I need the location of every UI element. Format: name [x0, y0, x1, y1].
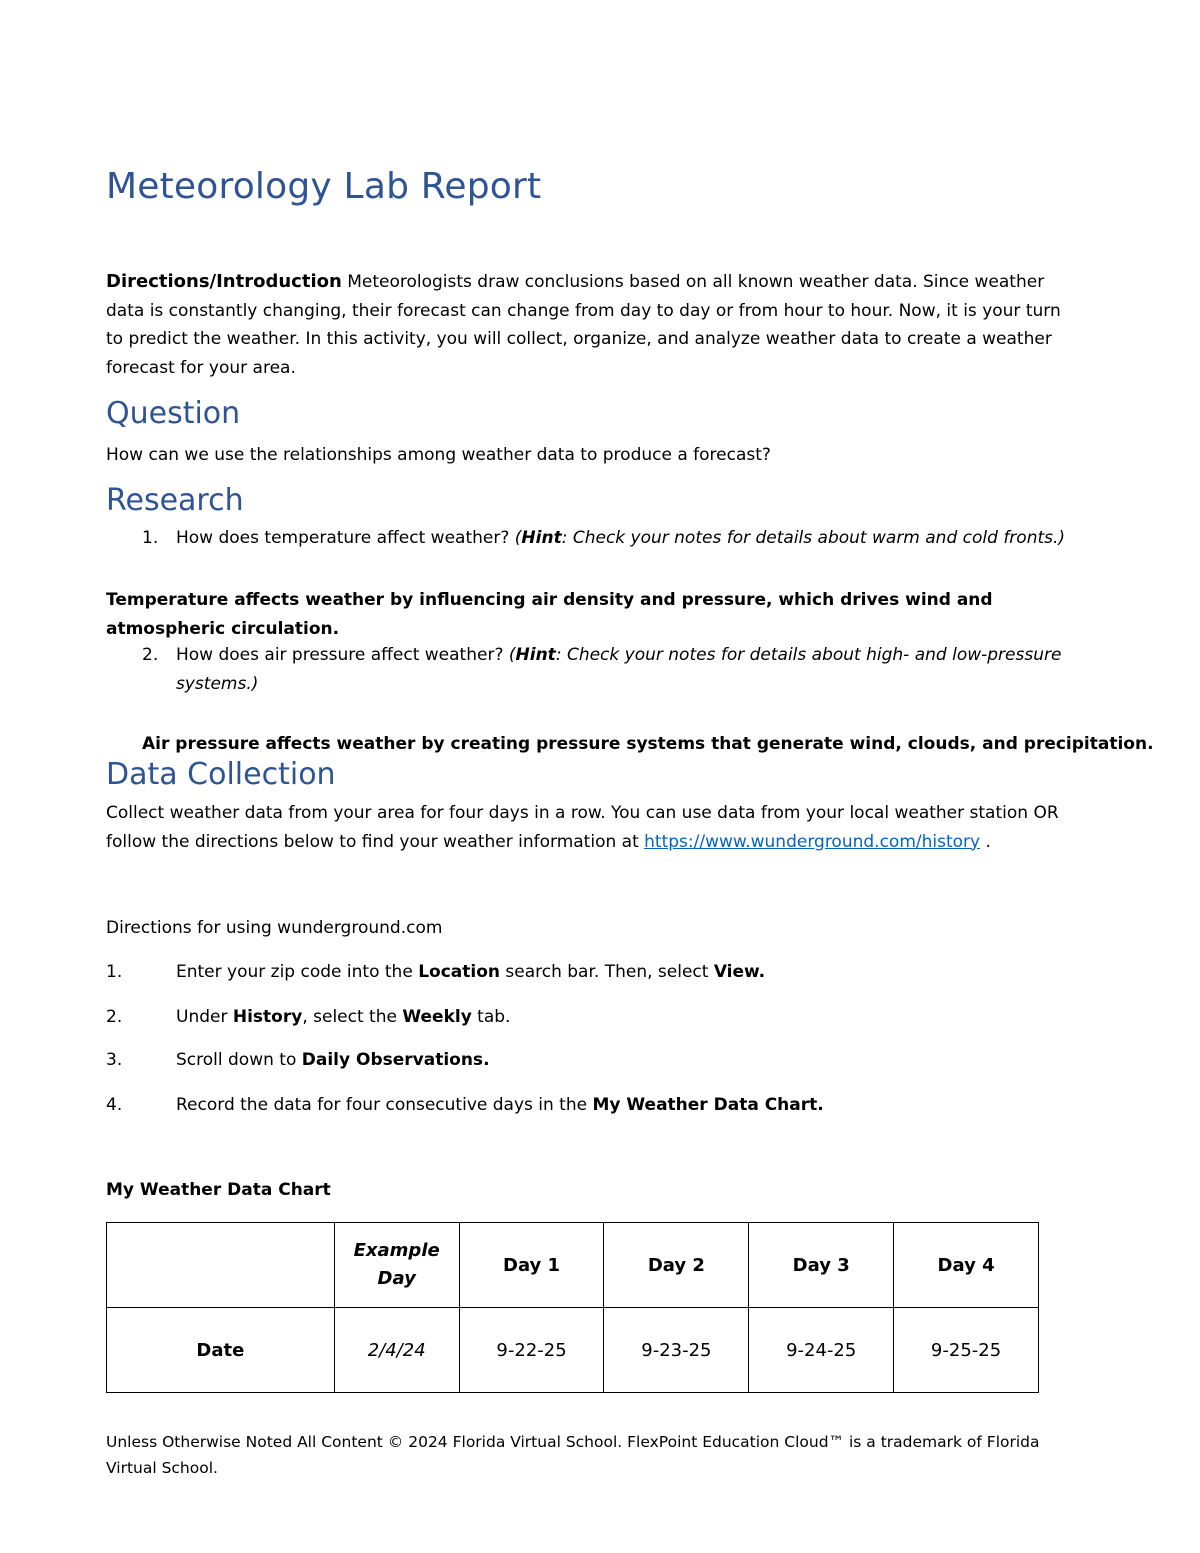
research-answer-2: Air pressure affects weather by creating pressure systems that generate wind, clouds, and precipitation. — [142, 734, 1154, 754]
header-cell-example-day: Example Day — [334, 1223, 459, 1308]
data-collection-heading: Data Collection — [106, 757, 336, 792]
table-row — [107, 1308, 1039, 1393]
header-cell-empty — [107, 1223, 335, 1308]
research-item-text: How does air pressure affect weather? (Hint: Check your notes for details about high- and low-pressure systems.) — [176, 645, 1062, 694]
header-cell-day-2: Day 2 — [604, 1223, 749, 1308]
research-item-2 — [106, 641, 1086, 701]
research-item-text: How does temperature affect weather? (Hint: Check your notes for details about warm and cold fronts.) — [176, 528, 1066, 548]
weather-data-table — [106, 1222, 1039, 1393]
page-title: Meteorology Lab Report — [106, 166, 542, 207]
wunderground-link[interactable]: https://www.wunderground.com/history — [644, 831, 981, 852]
intro-paragraph — [106, 268, 1081, 382]
header-cell-day-1: Day 1 — [459, 1223, 604, 1308]
header-cell-day-3: Day 3 — [749, 1223, 894, 1308]
research-item-number: 1. — [142, 528, 159, 548]
footer-copyright: Unless Otherwise Noted All Content © 2024 Florida Virtual School. FlexPoint Education Cloud™ is a trademark of Florida Virtual School. — [106, 1432, 1040, 1477]
cell-example-date[interactable]: 2/4/24 — [334, 1308, 459, 1393]
intro-lead: Directions/Introduction — [106, 271, 342, 292]
cell-day-1-date[interactable]: 9-22-25 — [459, 1308, 604, 1393]
cell-day-3-date[interactable]: 9-24-25 — [749, 1308, 894, 1393]
question-heading: Question — [106, 396, 241, 431]
research-answer-1: Temperature affects weather by influencing air density and pressure, which drives wind and atmospheric circulation. — [106, 590, 993, 639]
header-cell-day-4: Day 4 — [894, 1223, 1039, 1308]
chart-title: My Weather Data Chart — [106, 1180, 331, 1200]
table-header-row — [107, 1223, 1039, 1308]
intro-text: Meteorologists draw conclusions based on all known weather data. Since weather data is constantly changing, their forecast can change from day to day or from hour to hour. Now, it is your turn to predict the weather. In this activity, you will collect, organize, and analyze weather data to create a weather forecast for your area. — [106, 272, 1061, 378]
question-text: How can we use the relationships among weather data to produce a forecast? — [106, 445, 771, 465]
cell-day-2-date[interactable]: 9-23-25 — [604, 1308, 749, 1393]
row-label-date: Date — [107, 1308, 335, 1393]
directions-heading: Directions for using wunderground.com — [106, 918, 443, 938]
research-item-number: 2. — [142, 645, 159, 665]
cell-day-4-date[interactable]: 9-25-25 — [894, 1308, 1039, 1393]
research-heading: Research — [106, 483, 244, 518]
data-collection-text: Collect weather data from your area for four days in a row. You can use data from your local weather station OR follow the directions below to find your weather information at https://www.wunderground.com/history . — [106, 803, 1059, 852]
